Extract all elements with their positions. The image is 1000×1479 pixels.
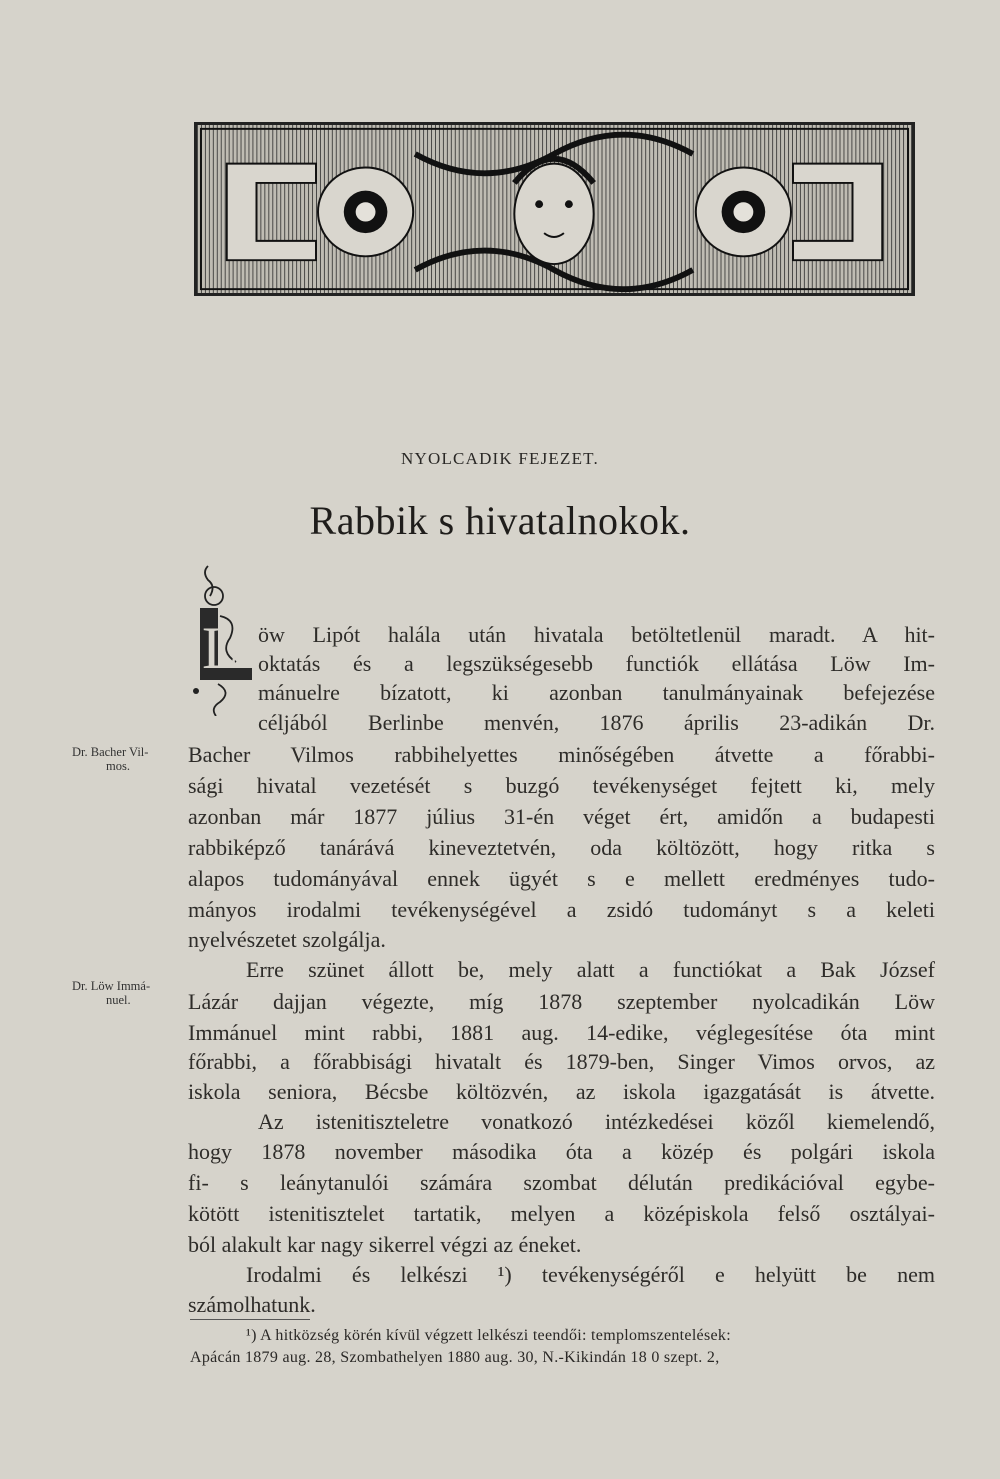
body-line: hogy 1878 november másodika óta a közép és polgári iskola	[188, 1139, 935, 1164]
body-line: nyelvészetet szolgálja.	[188, 927, 386, 952]
body-line: céljából Berlinbe menvén, 1876 április 23-adikán Dr.	[258, 710, 935, 735]
body-line: öw Lipót halála után hivatala betöltetlenül maradt. A hit-	[258, 622, 935, 647]
body-line: Bacher Vilmos rabbihelyettes minőségében átvette a főrabbi-	[188, 742, 935, 767]
margin-note-line: Dr. Bacher Vil-	[72, 745, 149, 759]
drop-cap-initial	[188, 556, 254, 716]
body-line: Lázár dajjan végezte, míg 1878 szeptember nyolcadikán Löw	[188, 989, 935, 1014]
body-line: ból alakult kar nagy sikerrel végzi az éneket.	[188, 1232, 582, 1257]
body-line: alapos tudományával ennek ügyét s e mellett eredményes tudo-	[188, 866, 935, 891]
ornamental-header-banner	[194, 122, 915, 296]
body-line: azonban már 1877 július 31-én véget ért, amidőn a budapesti	[188, 804, 935, 829]
margin-note-bacher	[72, 745, 182, 773]
footnote-line: ¹) A hitközség körén kívül végzett lelkészi teendői: templomszentelések:	[246, 1327, 731, 1344]
body-line: Immánuel mint rabbi, 1881 aug. 14-edike, véglegesítése óta mint	[188, 1020, 935, 1045]
body-line: Az istenitiszteletre vonatkozó intézkedései közől kiemelendő,	[258, 1109, 935, 1134]
body-line: főrabbi, a főrabbisági hivatalt és 1879-ben, Singer Vimos orvos, az	[188, 1049, 935, 1074]
margin-note-line: nuel.	[106, 993, 131, 1007]
body-line: mánuelre bízatott, ki azonban tanulmányainak befejezése	[258, 680, 935, 705]
chapter-label: NYOLCADIK FEJEZET.	[401, 449, 599, 468]
body-line: kötött istenitisztelet tartatik, melyen a középiskola felső osztályai-	[188, 1201, 935, 1226]
footnote-divider	[190, 1319, 310, 1320]
body-line: fi- s leánytanulói számára szombat délután predikációval egybe-	[188, 1170, 935, 1195]
body-line: Erre szünet állott be, mely alatt a functiókat a Bak József	[246, 957, 935, 982]
ornament-illustration	[197, 125, 912, 293]
body-line: mányos irodalmi tevékenységével a zsidó tudományt s a keleti	[188, 897, 935, 922]
margin-note-low	[72, 979, 182, 1007]
footnote-line: Apácán 1879 aug. 28, Szombathelyen 1880 aug. 30, N.-Kikindán 18 0 szept. 2,	[190, 1349, 720, 1366]
margin-note-line: mos.	[106, 759, 130, 773]
svg-text:L: L	[202, 615, 239, 681]
body-line: számolhatunk.	[188, 1292, 316, 1317]
margin-note-line: Dr. Löw Immá-	[72, 979, 151, 993]
chapter-title: Rabbik s hivatalnokok.	[309, 498, 691, 543]
body-line: iskola seniora, Bécsbe költözvén, az iskola igazgatását is átvette.	[188, 1079, 935, 1104]
body-line: rabbiképző tanárává kineveztetvén, oda költözött, hogy ritka s	[188, 835, 935, 860]
body-line: oktatás és a legszükségesebb functiók ellátása Löw Im-	[258, 651, 935, 676]
body-line: sági hivatal vezetését s buzgó tevékenységet fejtett ki, mely	[188, 773, 935, 798]
body-line: Irodalmi és lelkészi ¹) tevékenységéről e helyütt be nem	[246, 1262, 935, 1287]
